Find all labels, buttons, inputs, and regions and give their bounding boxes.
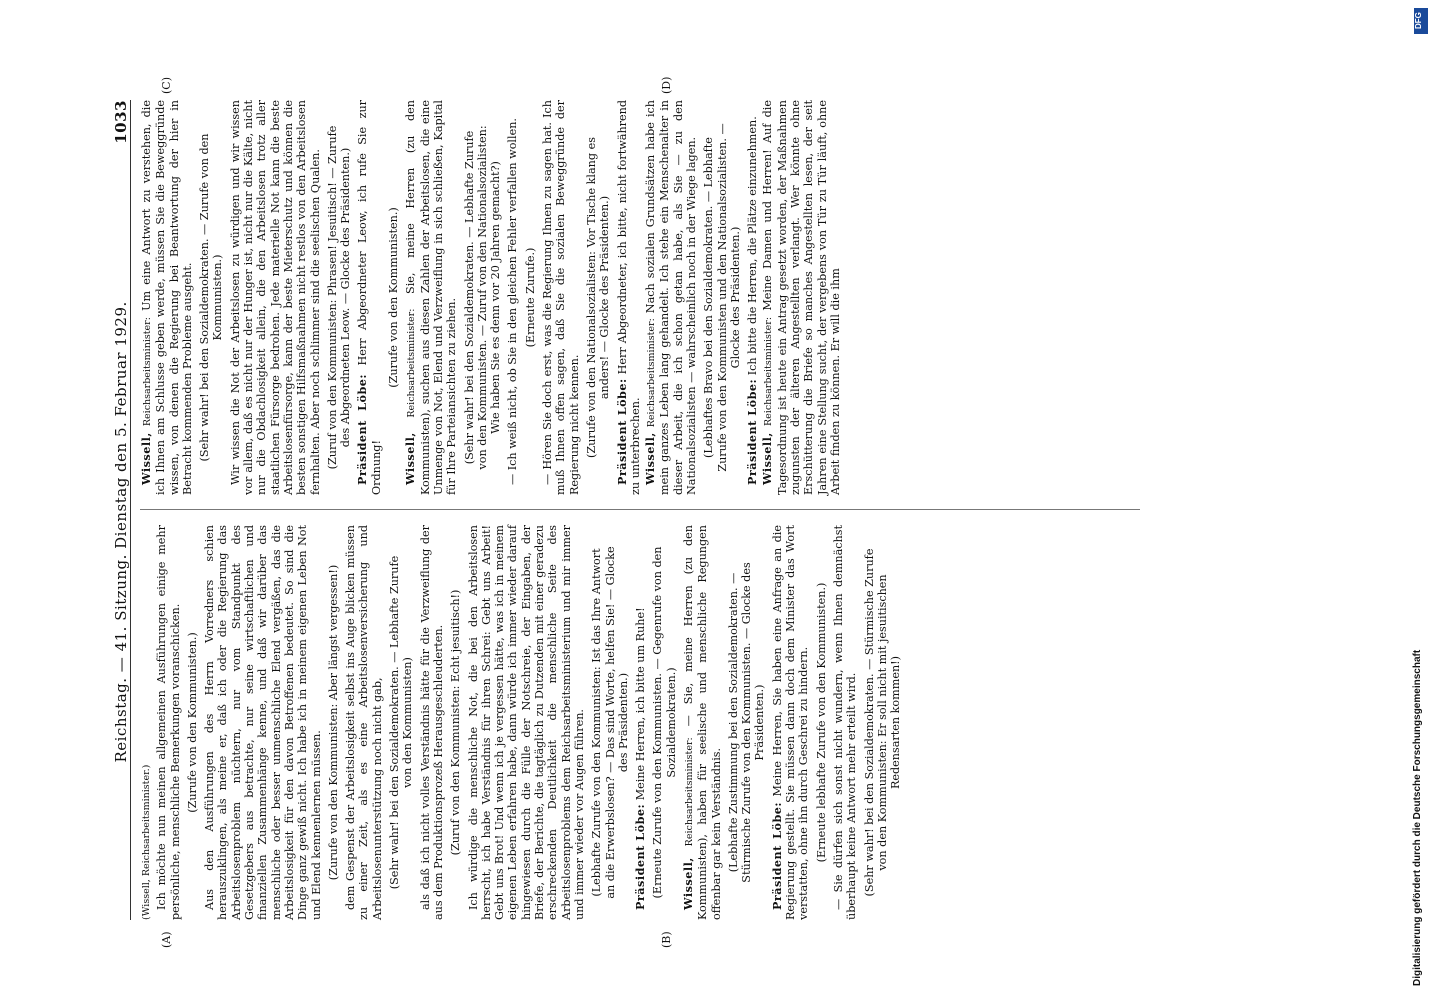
margin-mark-c: (C)	[160, 77, 173, 94]
page-number: 1033	[112, 100, 130, 144]
margin-mark-b: (B)	[660, 931, 673, 948]
speaker-name: Präsident Löbe:	[769, 801, 784, 910]
margin-mark-a: (A)	[160, 931, 173, 948]
page-header	[100, 100, 131, 920]
speech-paragraph	[746, 100, 759, 495]
speech-paragraph	[356, 100, 383, 495]
speech-paragraph	[644, 100, 698, 495]
paragraph: — Ich weiß nicht, ob Sie in den gleichen Fehler verfallen wollen.	[506, 118, 520, 485]
speaker-role: Reichsarbeitsminister:	[142, 317, 153, 427]
speaker-role: Reichsarbeitsminister:	[646, 318, 658, 428]
interjection: (Erneute lebhafte Zurufe von den Kommunisten.)	[814, 582, 828, 863]
right-column	[140, 100, 844, 495]
interjection: (Zuruf von den Kommunisten: Phrasen! Jesuitisch! — Zurufe des Abgeordneten Leow. — Glocke des Präsidenten.)	[325, 125, 353, 470]
speech-paragraph	[616, 100, 643, 495]
interjection: (Sehr wahr! bei den Sozialdemokraten. — Lebhafte Zurufe von den Kommunisten)	[388, 555, 415, 890]
speech-text: Meine Herren, ich bitte um Ruhe!	[634, 607, 648, 801]
speaker-name: Wissell,	[139, 432, 153, 485]
interjection: (Sehr wahr! bei den Sozialdemokraten. — Lebhafte Zurufe von den Kommunisten. — Zuruf von den Nationalsozialisten: Wie haben Sie es denn vor 20 Jahren gemacht?)	[462, 125, 503, 470]
speaker-name: Wissell,	[680, 857, 695, 910]
running-speaker-note: (Wissell, Reichsarbeitsminister.)	[141, 764, 152, 920]
speaker-name: Präsident Löbe:	[745, 378, 760, 485]
interjection: (Zuruf von den Kommunisten: Echt jesuitisch!)	[449, 589, 463, 856]
speech-text: Sie, meine Herren (zu den Kommunisten), suchen aus diesen Zahlen der Arbeitslosen, die eine Unmenge von Not, Elend und Verzweiflung in sich schließen, Kapital für Ihre Parteiansichten zu ziehen.	[404, 100, 459, 495]
speech-text: Nach sozialen Grundsätzen habe ich mein ganzes Leben lang gehandelt. Ich stehe ein Menschenalter in dieser Arbeit, die ich schon getan habe, als Sie — zu den Nationalsozialisten — wahrscheinlich noch in der Wiege lagen.	[644, 100, 698, 495]
margin-mark-d: (D)	[660, 76, 673, 94]
credit-text: Digitalisierung gefördert durch die Deutsche Forschungsgemeinschaft	[1412, 649, 1423, 986]
speaker-name: Wissell,	[403, 432, 418, 485]
speaker-name: Wissell,	[643, 432, 658, 485]
dfg-logo: DFG	[1414, 8, 1428, 34]
speaker-name: Präsident Löbe:	[614, 378, 629, 485]
speech-paragraph	[682, 525, 723, 920]
paragraph: Aus den Ausführungen des Herrn Vorredners schien herauszuklingen, als meine er, daß ich oder die Regierung das Arbeitslosenproblem nüchtern, nur vom Standpunkt des Gesetzgebers aus betrachte, nur seine wirtschaftlichen und finanziellen Zusammenhänge kenne, und daß wir darüber das menschliche oder besser unmenschliche Elend vergäßen, das die Arbeitslosigkeit für den davon Betroffenen bedeutet. So sind die Dinge ganz gewiß nicht. Ich habe ich in meinem eigenen Leben Not und Elend kennenlernen müssen.	[203, 525, 323, 920]
speech-text: Herr Abgeordneter, ich bitte, nicht fortwährend zu unterbrechen.	[615, 99, 642, 495]
speech-paragraph	[404, 100, 458, 495]
paragraph: Ich würdige die menschliche Not, die bei den Arbeitslosen herrscht, ich habe Verständnis für ihren Schrei: Gebt uns Arbeit! Gebt uns Brot! Und wenn ich je vergessen hätte, was ich in meinem eigenen Leben erfahren habe, dann würde ich immer wieder darauf hingewiesen durch die Fülle der Notschreie, der Eingaben, der Briefe, der Berichte, die tagtäglich zu Dutzenden mit einer geradezu erschreckenden Deutlichkeit die menschliche Seite des Arbeitslosenproblems dem Reichsarbeitsministerium und mir immer und immer wieder vor Augen führen.	[466, 525, 586, 920]
speaker-name: Präsident Löbe:	[633, 803, 648, 910]
rotated-page-content	[100, 76, 1180, 948]
paragraph: Wir wissen die Not der Arbeitslosen zu würdigen und wir wissen vor allem, daß es nicht nur der Hunger ist, nicht nur die Kälte, nicht nur die Obdachlosigkeit allein, die den Arbeitslosen trotz aller staatlichen Fürsorge bedrohen. Jede materielle Not kann die beste Arbeitslosenfürsorge, kann der beste Mieterschutz und können die besten sonstigen Hilfsmaßnahmen nicht restlos von den Arbeitslosen fernhalten. Aber noch schlimmer sind die seelischen Qualen.	[228, 100, 322, 495]
speaker-name: Präsident Löbe:	[355, 373, 370, 485]
paragraph: Ich möchte nun meinen allgemeinen Ausführungen einige mehr persönliche, menschliche Bemerkungen voranschicken.	[155, 525, 182, 920]
speaker-name: Wissell,	[760, 432, 775, 485]
column-divider	[140, 509, 1140, 510]
interjection: (Zurufe von den Kommunisten.)	[387, 207, 401, 388]
speech-text: Herr Abgeordneter Leow, ich rufe Sie zur Ordnung!	[356, 99, 383, 495]
paragraph: dem Gespenst der Arbeitslosigkeit selbst ins Auge blicken müssen zu einer Zeit, als es eine Arbeitslosenversicherung und Arbeitslosenunterstützung noch nicht gab,	[344, 525, 384, 920]
interjection: (Lebhafte Zurufe von den Kommunisten: Ist das Ihre Antwort an die Erwerbslosen? — Das sind Worte, helfen Sie! — Glocke des Präsidenten.)	[590, 546, 630, 899]
page-title: Reichstag. — 41. Sitzung. Dienstag den 5. Februar 1929.	[112, 301, 130, 763]
speaker-role: Reichsarbeitsminister:	[683, 737, 695, 847]
interjection: (Zurufe von den Kommunisten.)	[185, 632, 199, 813]
interjection: (Zurufe von den Kommunisten: Aber längst vergessen!)	[326, 564, 340, 881]
speech-paragraph	[140, 100, 194, 495]
left-column	[140, 525, 906, 920]
side-credit	[1412, 6, 1430, 1006]
speech-paragraph	[761, 100, 842, 495]
speaker-role: Reichsarbeitsminister:	[406, 308, 418, 418]
speech-text: — Sie, meine Herren (zu den Kommunisten), haben für seelische und menschliche Regungen offenbar gar kein Verständnis.	[681, 525, 723, 920]
speech-text: Meine Herren, Sie haben eine Anfrage an die Regierung gestellt. Sie müssen dann doch dem Minister das Wort verstatten, ohne ihn durch Geschrei zu hindern.	[770, 524, 811, 920]
speech-text: Um eine Antwort zu verstehen, die ich Ihnen am Schlusse geben werde, müssen Sie die Beweggründe wissen, von denen die Regierung bei Beantwortung der hier in Betracht kommenden Probleme ausgeht.	[140, 100, 194, 495]
interjection: (Erneute Zurufe.)	[523, 247, 537, 348]
interjection: (Sehr wahr! bei den Sozialdemokraten. — Zurufe von den Kommunisten.)	[198, 133, 225, 462]
interjection: (Lebhaftes Bravo bei den Sozialdemokraten. — Lebhafte Zurufe von den Kommunisten und den Nationalsozialisten. — Glocke des Präsidenten.)	[702, 123, 742, 472]
interjection: (Erneute Zurufe von den Kommunisten. — Gegenrufe von den Sozialdemokraten.)	[651, 546, 678, 899]
interjection: (Lebhafte Zustimmung bei den Sozialdemokraten. — Stürmische Zurufe von den Kommunisten. — Glocke des Präsidenten.)	[726, 562, 767, 883]
speech-text: Meine Damen und Herren! Auf die Tagesordnung ist heute ein Antrag gesetzt worden, der Maßnahmen zugunsten der älteren Angestellten verlangt. Wer könnte ohne Erschütterung die Briefe so manches Angestellten lesen, der seit Jahren eine Stellung sucht, der vergebens von Tür zu Tür läuft, ohne Arbeit finden zu können. Er will die ihm	[761, 100, 842, 495]
paragraph: als daß ich nicht volles Verständnis hätte für die Verzweiflung der aus dem Produktionsprozeß Herausgeschleuderten.	[418, 525, 445, 920]
paragraph: — Hören Sie doch erst, was die Regierung Ihnen zu sagen hat. Ich muß Ihnen offen sagen, daß Sie die sozialen Beweggründe der Regierung nicht kennen.	[541, 100, 581, 495]
speech-text: Ich bitte die Herren, die Plätze einzunehmen.	[746, 116, 760, 376]
interjection: (Zurufe von den Nationalsozialisten: Vor Tische klang es anders! — Glocke des Präsidenten.)	[584, 137, 612, 458]
speech-paragraph	[634, 525, 647, 920]
speech-paragraph	[771, 525, 811, 920]
paragraph: — Sie dürfen sich sonst nicht wundern, wenn Ihnen demnächst überhaupt keine Antwort mehr erteilt wird.	[831, 525, 859, 920]
interjection: (Sehr wahr! bei den Sozialdemokraten. — Stürmische Zurufe von den Kommunisten: Er soll nicht mit jesuitischen Redensarten kommen!)	[862, 548, 903, 897]
speaker-role: Reichsarbeitsminister:	[763, 316, 775, 426]
